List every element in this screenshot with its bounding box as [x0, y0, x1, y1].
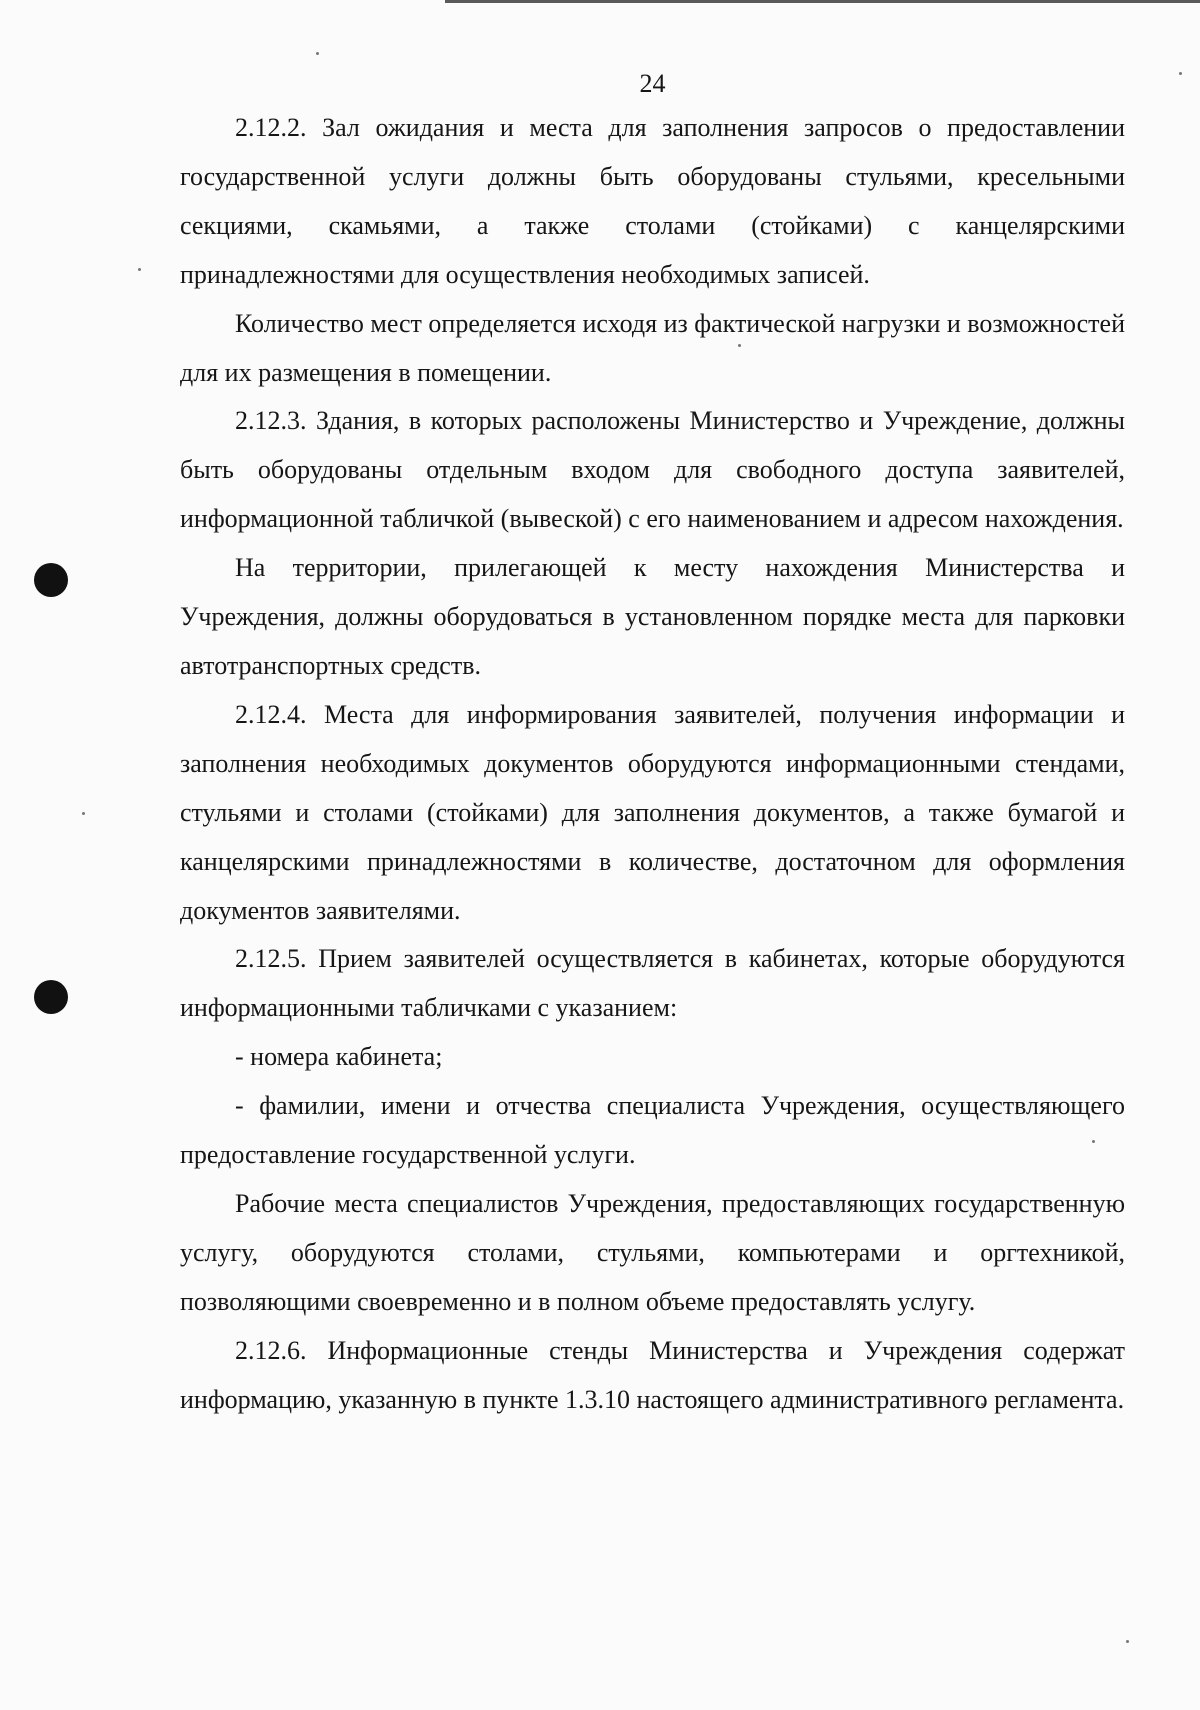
- scan-speck: [316, 52, 319, 55]
- list-item-specialist-name: - фамилии, имени и отчества специалиста Учреждения, осуществляющего предоставление государственной услуги.: [180, 1091, 1125, 1170]
- punch-hole-lower: [34, 980, 68, 1014]
- paragraph-places-count: Количество мест определяется исходя из фактической нагрузки и возможностей для их размещения в помещении.: [180, 308, 1125, 387]
- paragraph-2-12-4: 2.12.4. Места для информирования заявителей, получения информации и заполнения необходимых документов оборудуются информационными стендами, стульями и столами (стойками) для заполнения документов, а также бумагой и канцелярскими принадлежностями в количестве, достаточном для оформления документов заявителями.: [180, 699, 1125, 925]
- paragraph-2-12-2: 2.12.2. Зал ожидания и места для заполнения запросов о предоставлении государственной услуги должны быть оборудованы стульями, кресельными секциями, скамьями, а также столами (стойками) с канцелярскими принадлежностями для осуществления необходимых записей.: [180, 113, 1125, 289]
- paragraph-2-12-5: 2.12.5. Прием заявителей осуществляется в кабинетах, которые оборудуются информационными табличками с указанием:: [180, 944, 1125, 1023]
- scan-speck: [82, 812, 85, 815]
- paragraph-parking: На территории, прилегающей к месту нахождения Министерства и Учреждения, должны оборудоваться в установленном порядке места для парковки автотранспортных средств.: [180, 553, 1125, 680]
- paragraph-2-12-3: 2.12.3. Здания, в которых расположены Министерство и Учреждение, должны быть оборудованы отдельным входом для свободного доступа заявителей, информационной табличкой (вывеской) с его наименованием и адресом нахождения.: [180, 406, 1125, 534]
- paragraph-2-12-6: 2.12.6. Информационные стенды Министерства и Учреждения содержат информацию, указанную в пункте 1.3.10 настоящего административного регламента.: [180, 1335, 1125, 1414]
- document-body: [180, 104, 1125, 1424]
- paragraph-workplaces: Рабочие места специалистов Учреждения, предоставляющих государственную услугу, оборудуются столами, стульями, компьютерами и оргтехникой, позволяющими своевременно и в полном объеме предоставлять услугу.: [180, 1188, 1125, 1316]
- scan-speck: [138, 268, 141, 271]
- top-edge-line: [445, 0, 1200, 3]
- punch-hole-upper: [34, 563, 68, 597]
- page-number: 24: [639, 69, 666, 98]
- list-item-room-number: - номера кабинета;: [235, 1042, 443, 1072]
- scan-speck: [1126, 1640, 1129, 1643]
